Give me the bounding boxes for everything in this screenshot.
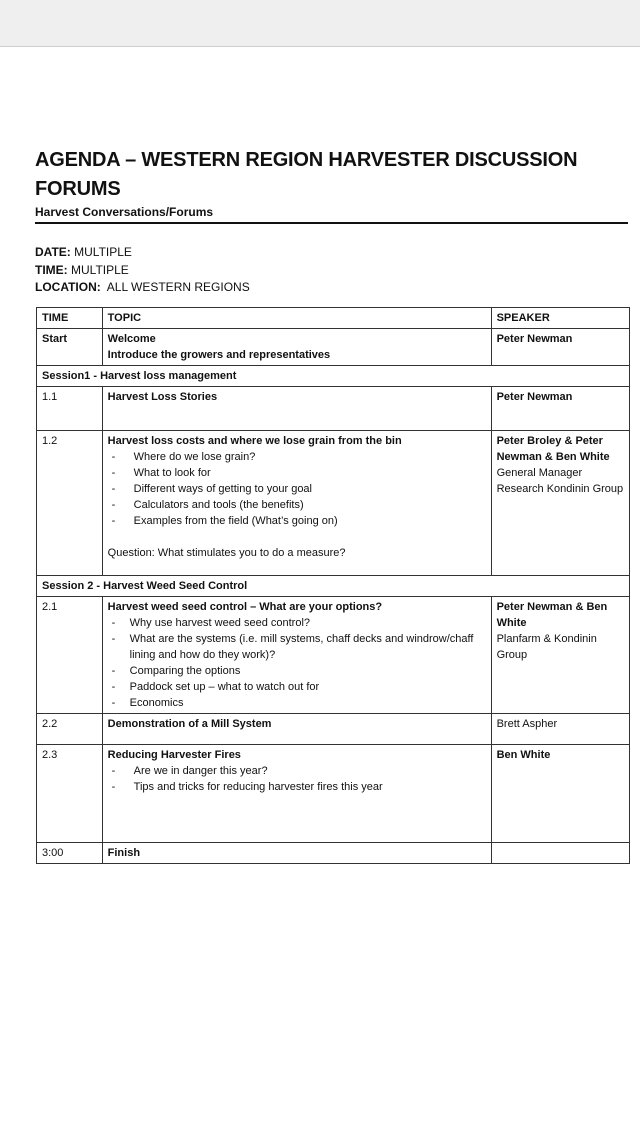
row-speaker: Brett Aspher (491, 714, 629, 745)
header-time: TIME (37, 308, 103, 329)
session-1-heading: Session1 - Harvest loss management (37, 366, 630, 387)
time-line (35, 262, 630, 280)
date-label: DATE: (35, 245, 71, 259)
browser-top-bar (0, 0, 640, 47)
time-label: TIME: (35, 262, 68, 277)
topic-bullets (108, 615, 486, 711)
discussion-question: Question: What stimulates you to do a measure? (107, 547, 346, 559)
speaker-names: Peter Broley & Peter Newman & Ben White (496, 435, 610, 463)
row-topic (102, 431, 491, 576)
topic-title: Welcome (107, 333, 156, 345)
row-topic: Finish (102, 843, 491, 864)
row-speaker (491, 597, 629, 714)
row-speaker: Peter Newman (491, 387, 629, 431)
row-speaker: Ben White (491, 745, 629, 843)
row-speaker (491, 843, 629, 864)
row-speaker: Peter Newman (491, 329, 629, 366)
list-item: - Different ways of getting to your goal (108, 481, 486, 497)
row-time: 3:00 (37, 843, 103, 864)
location-label: LOCATION: (35, 280, 101, 294)
title-divider (35, 222, 628, 224)
speaker-names: Peter Newman & Ben White (496, 601, 608, 629)
page-title: AGENDA – WESTERN REGION HARVESTER DISCUSSION FORUMS (35, 149, 578, 200)
list-item: - Paddock set up – what to watch out for (108, 679, 486, 695)
topic-subtitle: Introduce the growers and representatives (107, 349, 331, 361)
row-topic: Harvest Loss Stories (102, 387, 491, 431)
table-row (37, 745, 630, 843)
topic-title: Reducing Harvester Fires (107, 749, 241, 761)
location-value: ALL WESTERN REGIONS (106, 280, 250, 294)
list-item: - Why use harvest weed seed control? (108, 615, 486, 631)
topic-bullets (108, 449, 486, 529)
row-topic (102, 329, 491, 366)
row-speaker (491, 431, 629, 576)
session-row (37, 576, 630, 597)
list-item: - Are we in danger this year? (108, 763, 486, 779)
time-value: MULTIPLE (71, 262, 129, 277)
topic-title: Harvest weed seed control – What are your options? (107, 601, 383, 613)
table-header-row (37, 308, 630, 329)
row-topic: Demonstration of a Mill System (102, 714, 491, 745)
location-line (35, 279, 630, 297)
list-item: - Comparing the options (108, 663, 486, 679)
table-row (37, 387, 630, 431)
row-time: 2.1 (37, 597, 103, 714)
document (35, 146, 630, 297)
row-time: 1.1 (37, 387, 103, 431)
session-2-heading: Session 2 - Harvest Weed Seed Control (37, 576, 630, 597)
table-row (37, 714, 630, 745)
table-row (37, 329, 630, 366)
speaker-affiliation: Planfarm & Kondinin Group (496, 633, 597, 661)
header-topic: TOPIC (102, 308, 491, 329)
speaker-affiliation: General Manager Research Kondinin Group (496, 467, 624, 495)
topic-bullets (108, 763, 486, 795)
list-item: - Examples from the field (What’s going on) (108, 513, 486, 529)
list-item: - Where do we lose grain? (108, 449, 486, 465)
list-item: - What to look for (108, 465, 486, 481)
list-item: - Economics (108, 695, 486, 711)
list-item: - What are the systems (i.e. mill systems, chaff decks and windrow/chaff lining and how do they work)? (108, 631, 486, 663)
topic-title: Harvest loss costs and where we lose grain from the bin (107, 435, 402, 447)
row-time: 2.2 (37, 714, 103, 745)
table-row (37, 431, 630, 576)
row-time: 1.2 (37, 431, 103, 576)
date-value: MULTIPLE (74, 245, 132, 259)
list-item: - Tips and tricks for reducing harvester fires this year (108, 779, 486, 795)
row-topic (102, 745, 491, 843)
row-time: 2.3 (37, 745, 103, 843)
row-topic (102, 597, 491, 714)
session-row (37, 366, 630, 387)
event-meta (35, 244, 630, 297)
row-time: Start (37, 329, 103, 366)
table-row (37, 597, 630, 714)
list-item: - Calculators and tools (the benefits) (108, 497, 486, 513)
agenda-table (36, 307, 630, 864)
page-subtitle: Harvest Conversations/Forums (35, 205, 214, 219)
date-line (35, 244, 630, 262)
header-speaker: SPEAKER (491, 308, 629, 329)
table-row (37, 843, 630, 864)
